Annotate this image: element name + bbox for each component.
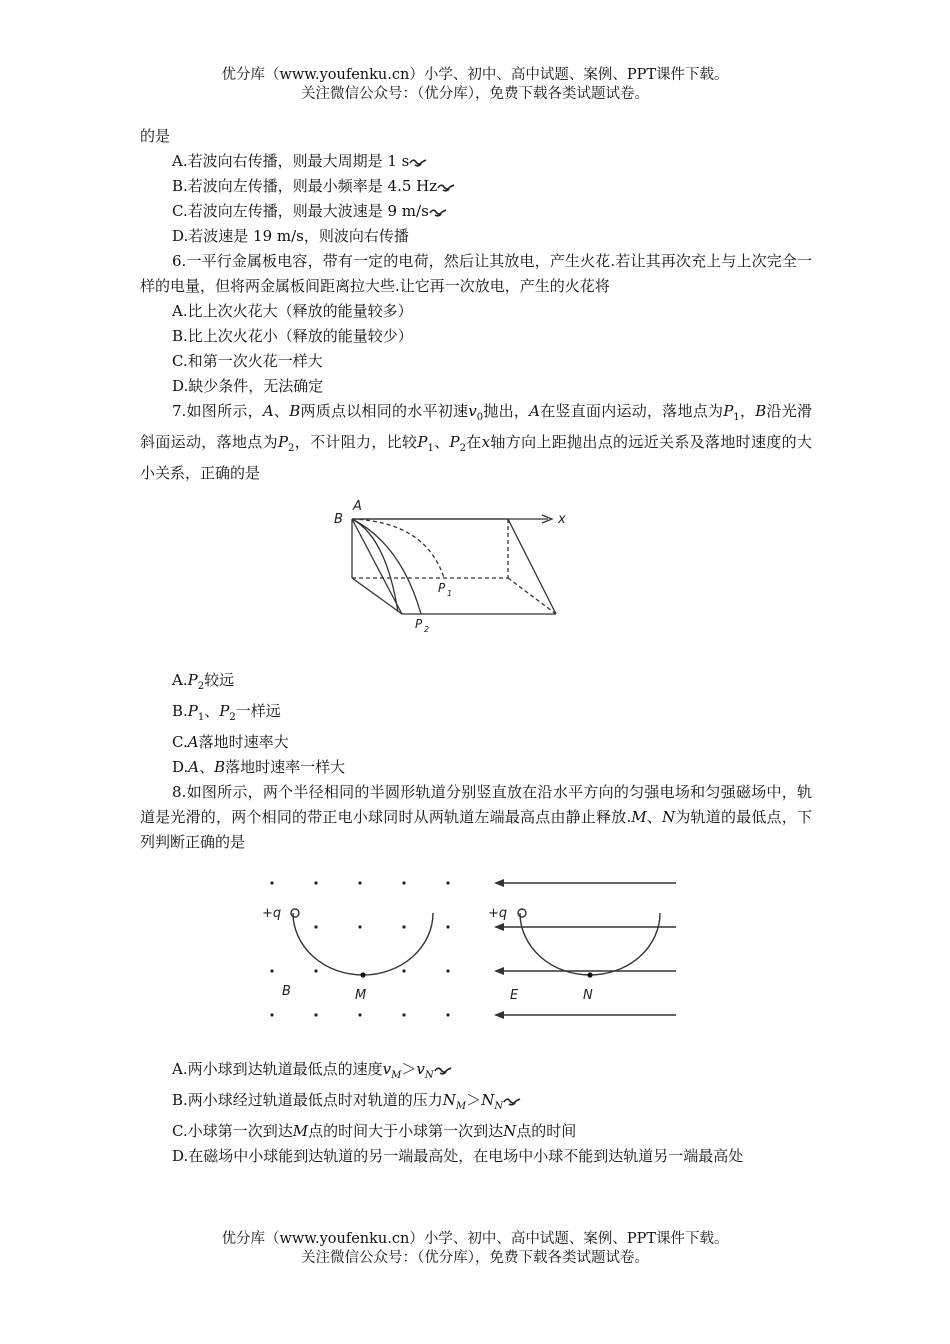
q8-option-a: A.两小球到达轨道最低点的速度$v_M>v_N$ xyxy=(140,1057,812,1088)
q6-option-b: B.比上次火花小（释放的能量较少） xyxy=(172,327,413,345)
q5-option-a xyxy=(140,149,812,174)
page-content xyxy=(140,124,812,1169)
label-b-field: B xyxy=(282,984,291,999)
q5-option-b xyxy=(140,174,812,199)
header-line-1: 优分库（www.youfenku.cn）小学、初中、高中试题、案例、PPT课件下载。 xyxy=(221,67,729,83)
q8-option-c: C.小球第一次到达M点的时间大于小球第一次到达N点的时间 xyxy=(172,1122,577,1140)
hidden-back-edge xyxy=(508,578,556,614)
ball-right xyxy=(518,909,526,917)
label-a: A xyxy=(353,499,362,514)
label-p2-sub: 2 xyxy=(424,625,430,634)
page-header xyxy=(0,66,950,104)
squiggle-mark-icon xyxy=(434,1065,452,1075)
q7-stem: 7.如图所示，A、B两质点以相同的水平初速$v_0$抛出，A在竖直面内运动，落地点为$P_1$，B沿光滑斜面运动，落地点为$P_2$，不计阻力，比较$P_1$、$P_2$在x轴方向上距抛出点的远近关系及落地时速度的大小关系，正确的是 xyxy=(140,402,812,482)
label-b: B xyxy=(334,512,343,527)
q5-option-c xyxy=(140,199,812,224)
label-p1: P xyxy=(438,581,446,595)
q7-option-c: C.A落地时速率大 xyxy=(172,733,289,751)
header-line-2: 关注微信公众号：（优分库），免费下载各类试题试卷。 xyxy=(301,86,649,102)
label-p1-sub: 1 xyxy=(447,589,453,598)
label-p2: P xyxy=(415,617,423,631)
q7-option-a: $A.P_2$较远 xyxy=(172,671,235,692)
footer-line-2: 关注微信公众号：（优分库），免费下载各类试题试卷。 xyxy=(301,1250,649,1266)
field-arrowheads xyxy=(494,879,504,1019)
squiggle-mark-icon xyxy=(503,1096,521,1106)
q8-stem: 8.如图所示，两个半径相同的半圆形轨道分别竖直放在沿水平方向的匀强电场和匀强磁场中，轨道是光滑的，两个相同的带正电小球同时从两轨道左端最高点由静止释放.M、N为轨道的最低点，下列判断正确的是 xyxy=(140,783,812,851)
q8-figure xyxy=(256,869,696,1041)
q7-figure xyxy=(326,492,626,650)
charge-left: +q xyxy=(262,906,282,921)
q8-option-b: B.两小球经过轨道最低点时对轨道的压力$N_M>N_N$ xyxy=(140,1088,812,1119)
charge-right: +q xyxy=(488,906,508,921)
page-footer xyxy=(0,1230,950,1268)
incline-front-edge xyxy=(352,519,402,614)
magnetic-track xyxy=(293,913,433,975)
q8-option-d: D.在磁场中小球能到达轨道的另一端最高处，在电场中小球不能到达轨道另一端最高处 xyxy=(172,1147,744,1165)
point-m xyxy=(360,972,365,977)
q5-option-c-text: C.若波向左传播，则最大波速是 9 m/s xyxy=(172,202,429,220)
q6-option-c: C.和第一次火花一样大 xyxy=(172,352,323,370)
footer-line-1: 优分库（www.youfenku.cn）小学、初中、高中试题、案例、PPT课件下载。 xyxy=(221,1231,729,1247)
q5-option-d: D.若波速是 19 m/s，则波向右传播 xyxy=(172,227,409,245)
q7-option-d: D.A、B落地时速率一样大 xyxy=(172,758,346,776)
q7-option-b: $B.P_1$、$P_2$一样远 xyxy=(172,702,281,723)
ball-left xyxy=(291,909,299,917)
squiggle-mark-icon xyxy=(429,207,447,217)
electric-track xyxy=(520,913,660,975)
squiggle-mark-icon xyxy=(409,157,427,167)
label-n: N xyxy=(583,988,593,1003)
label-x: x xyxy=(558,512,566,527)
label-m: M xyxy=(355,988,367,1003)
incline-back-edge xyxy=(508,519,556,614)
q5-option-a-text: A.若波向右传播，则最大周期是 1 s xyxy=(172,152,410,170)
q6-option-a: A.比上次火花大（释放的能量较多） xyxy=(172,302,413,320)
q5-option-b-text: B.若波向左传播，则最小频率是 4.5 Hz xyxy=(172,177,438,195)
q6-option-d: D.缺少条件，无法确定 xyxy=(172,377,324,395)
q6-stem: 6.一平行金属板电容，带有一定的电荷，然后让其放电，产生火花.若让其再次充上与上次完全一样的电量，但将两金属板间距离拉大些.让它再一次放电，产生的火花将 xyxy=(140,252,812,295)
point-n xyxy=(587,972,592,977)
label-e-field: E xyxy=(510,988,519,1003)
squiggle-mark-icon xyxy=(437,182,455,192)
q5-stem-tail: 的是 xyxy=(140,127,171,145)
